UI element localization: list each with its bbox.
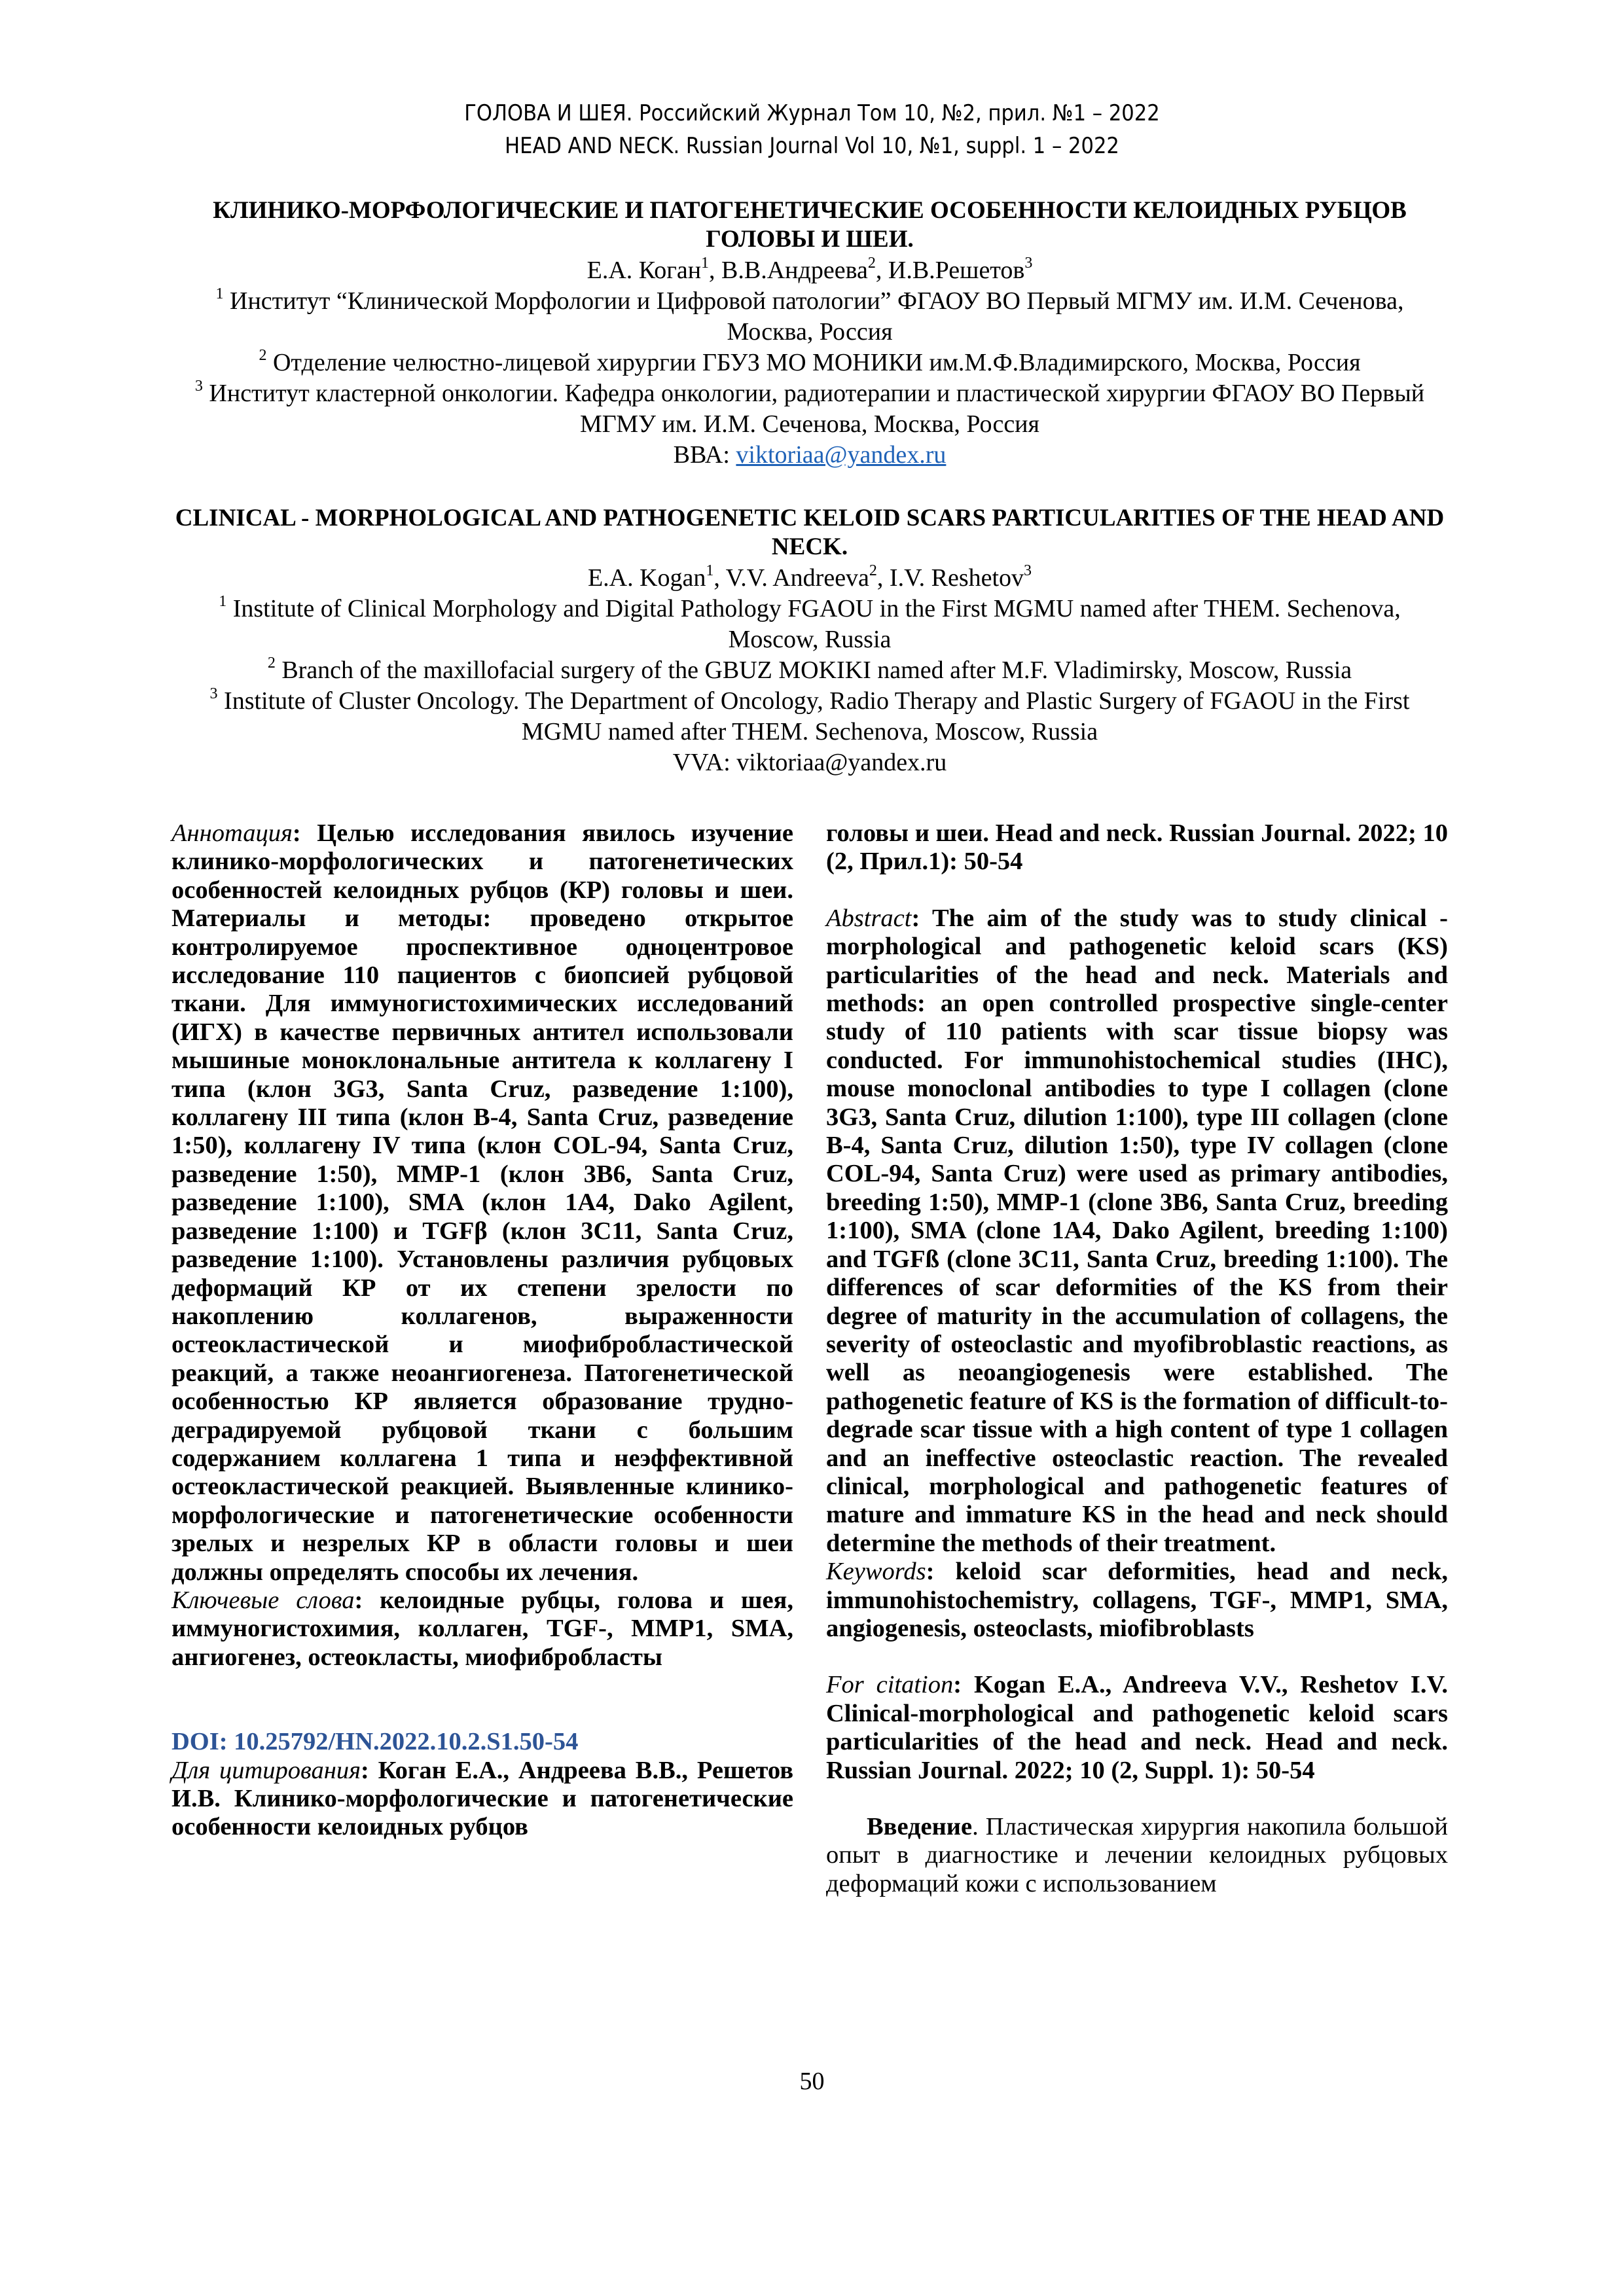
annotation-ru (171, 819, 793, 1587)
russian-title-block (171, 196, 1448, 471)
running-head-en: HEAD AND NECK. Russian Journal Vol 10, №1, suppl. 1 – 2022 (505, 133, 1119, 159)
author-name: E.A. Kogan (587, 564, 706, 592)
email-link[interactable]: viktoriaa@yandex.ru (736, 441, 947, 469)
citation-text: : Kogan E.A., Andreeva V.V., Reshetov I.V. Clinical-morphological and pathogenetic keloid scars particularities of the head and neck. Head and neck. Russian Journal. 2022; 10 (2, Suppl. 1): 50-54 (826, 1671, 1448, 1784)
author-name: В.В.Андреева (721, 257, 868, 284)
abstract-label: Abstract (826, 904, 912, 932)
affiliation-text: Отделение челюстно-лицевой хирургии ГБУЗ МО МОНИКИ им.М.Ф.Владимирского, Москва, Россия (266, 349, 1361, 376)
authors-ru (171, 255, 1448, 286)
affiliation-en-2 (171, 655, 1448, 686)
affiliation-marker: 2 (267, 655, 276, 672)
doi-link[interactable]: DOI: 10.25792/HN.2022.10.2.S1.50-54 (171, 1728, 579, 1756)
author-affiliation-marker: 3 (1024, 562, 1032, 580)
article-title-ru: КЛИНИКО-МОРФОЛОГИЧЕСКИЕ И ПАТОГЕНЕТИЧЕСКИЕ ОСОБЕННОСТИ КЕЛОИДНЫХ РУБЦОВ ГОЛОВЫ И ШЕИ. (213, 197, 1407, 253)
affiliation-en-1 (171, 594, 1448, 655)
introduction-text: . Пластическая хирургия накопила большой опыт в диагностике и лечении келоидных рубцовых деформаций кожи с использованием (826, 1813, 1448, 1897)
affiliation-text: Institute of Clinical Morphology and Digital Pathology FGAOU in the First MGMU named after THEM. Sechenova, Moscow, Russia (226, 595, 1401, 653)
affiliation-marker: 1 (219, 593, 227, 611)
spacer (171, 1672, 793, 1728)
abstract-en (826, 905, 1448, 1558)
annotation-label: Аннотация (171, 819, 293, 847)
running-head-ru: ГОЛОВА И ШЕЯ. Российский Журнал Том 10, №2, прил. №1 – 2022 (464, 100, 1160, 126)
contact-label: ВВА: (673, 441, 736, 469)
separator: , (709, 257, 722, 284)
keywords-text: : келоидные рубцы, голова и шея, иммуногистохимия, коллаген, TGF-, MMP1, SMA, ангиогенез, остеокласты, миофибробласты (171, 1586, 793, 1671)
author-name: I.V. Reshetov (889, 564, 1024, 592)
author-affiliation-marker: 3 (1024, 255, 1033, 272)
keywords-en (826, 1558, 1448, 1643)
affiliation-marker: 3 (209, 685, 218, 703)
affiliation-text: Институт кластерной онкологии. Кафедра онкологии, радиотерапии и пластической хирургии ФГАОУ ВО Первый МГМУ им. И.М. Сеченова, Москва, Россия (202, 380, 1425, 438)
right-column (826, 819, 1448, 1898)
keywords-label: Keywords (826, 1558, 926, 1586)
affiliation-text: Branch of the maxillofacial surgery of the GBUZ MOKIKI named after M.F. Vladimirsky, Moscow, Russia (275, 656, 1352, 684)
author-affiliation-marker: 1 (706, 562, 714, 580)
author-name: Е.А. Коган (586, 257, 702, 284)
keywords-label: Ключевые слова (171, 1586, 355, 1614)
keywords-ru (171, 1587, 793, 1672)
author-affiliation-marker: 2 (867, 255, 876, 272)
separator: , (713, 564, 726, 592)
separator: , (876, 564, 890, 592)
keywords-text: : keloid scar deformities, head and neck, immunohistochemistry, collagens, TGF-, MMP1, SMA, angiogenesis, osteoclasts, miofibroblasts (826, 1558, 1448, 1642)
citation-text: : Коган Е.А., Андреева В.В., Решетов И.В. Клинико-морфологические и патогенетические особенности келоидных рубцов (171, 1756, 793, 1841)
author-name: И.В.Решетов (888, 257, 1025, 284)
spacer (826, 876, 1448, 905)
affiliation-marker: 2 (259, 347, 267, 365)
author-name: V.V. Andreeva (725, 564, 869, 592)
affiliation-en-3 (171, 686, 1448, 747)
author-affiliation-marker: 2 (869, 562, 877, 580)
introduction-paragraph (826, 1813, 1448, 1898)
introduction-label: Введение (867, 1813, 973, 1840)
citation-label: For citation (826, 1671, 954, 1699)
affiliation-marker: 1 (215, 285, 224, 303)
abstract-text: : The aim of the study was to study clinical - morphological and pathogenetic keloid scars (KS) particularities of the head and neck. Materials and methods: an open controlled prospective single-center study of 110 patients with scar tissue biopsy was conducted. For immunohistochemical studies (IHC), mouse monoclonal antibodies to type I collagen (clone 3G3, Santa Cruz, dilution 1:100), type III collagen (clone B-4, Santa Cruz, dilution 1:50), type IV collagen (clone COL-94, Santa Cruz) were used as primary antibodies, breeding 1:50), MMP-1 (clone 3B6, Santa Cruz, breeding 1:100), SMA (clone 1A4, Dako Agilent, breeding 1:100) and TGFß (clone 3C11, Santa Cruz, breeding 1:100). The differences of scar deformities of the KS from their degree of maturity in the accumulation of collagens, the severity of osteoclastic and myofibroblastic reactions, as well as neoangiogenesis were established. The pathogenetic feature of KS is the formation of difficult-to-degrade scar tissue with a high content of type 1 collagen and an ineffective osteoclastic reaction. The revealed clinical, morphological and pathogenetic features of mature and immature KS in the head and neck should determine the methods of their treatment. (826, 904, 1448, 1557)
authors-en (171, 563, 1448, 594)
citation-label: Для цитирования (171, 1756, 361, 1784)
citation-ru-continued: головы и шеи. Head and neck. Russian Journal. 2022; 10 (2, Прил.1): 50-54 (826, 819, 1448, 876)
affiliation-text: Institute of Cluster Oncology. The Department of Oncology, Radio Therapy and Plastic Surgery of FGAOU in the First MGMU named after THEM. Sechenova, Moscow, Russia (217, 687, 1410, 745)
contact-en: VVA: viktoriaa@yandex.ru (672, 749, 947, 776)
spacer (826, 1785, 1448, 1813)
annotation-text: : Целью исследования явилось изучение клинико-морфологических и патогенетических особенностей келоидных рубцов (КР) головы и шеи. Материалы и методы: проведено открытое контролируемое проспективное одноцентровое исследование 110 пациентов с биопсией рубцовой ткани. Для иммуногистохимических исследований (ИГХ) в качестве первичных антител использовали мышиные моноклональные антитела к коллагену I типа (клон 3G3, Santa Cruz, разведение 1:100), коллагену III типа (клон B-4, Santa Cruz, разведение 1:50), коллагену IV типа (клон COL-94, Santa Cruz, разведение 1:50), MMP-1 (клон 3B6, Santa Cruz, разведение 1:100), SMA (клон 1A4, Dako Agilent, разведение 1:100) и TGFβ (клон 3C11, Santa Cruz, разведение 1:100). Установлены различия рубцовых деформаций КР от их степени зрелости по накоплению коллагенов, выраженности остеокластической и миофибробластической реакций, а также неоангиогенеза. Патогенетической особенностью КР является образование труднодеградируемой рубцовой ткани с большим содержанием коллагена 1 типа и неэффективной остеокластической реакцией. Выявленные клинико-морфологические и патогенетические особенности зрелых и незрелых КР в области головы и шеи должны определять способы их лечения. (171, 819, 793, 1586)
spacer (826, 1643, 1448, 1671)
running-head (81, 97, 1543, 162)
affiliation-marker: 3 (194, 378, 203, 395)
affiliation-ru-3 (171, 378, 1448, 440)
page-number: 50 (799, 2068, 825, 2095)
left-column (171, 819, 793, 1842)
contact-ru (171, 440, 1448, 471)
author-affiliation-marker: 1 (701, 255, 710, 272)
citation-en (826, 1671, 1448, 1785)
article-title-en: CLINICAL - MORPHOLOGICAL AND PATHOGENETIC KELOID SCARS PARTICULARITIES OF THE HEAD AND NECK. (175, 505, 1445, 560)
affiliation-ru-2 (171, 348, 1448, 378)
citation-ru (171, 1757, 793, 1842)
english-title-block (171, 504, 1448, 778)
separator: , (875, 257, 888, 284)
affiliation-text: Институт “Клинической Морфологии и Цифровой патологии” ФГАОУ ВО Первый МГМУ им. И.М. Сеченова, Москва, Россия (223, 287, 1404, 346)
affiliation-ru-1 (171, 286, 1448, 348)
